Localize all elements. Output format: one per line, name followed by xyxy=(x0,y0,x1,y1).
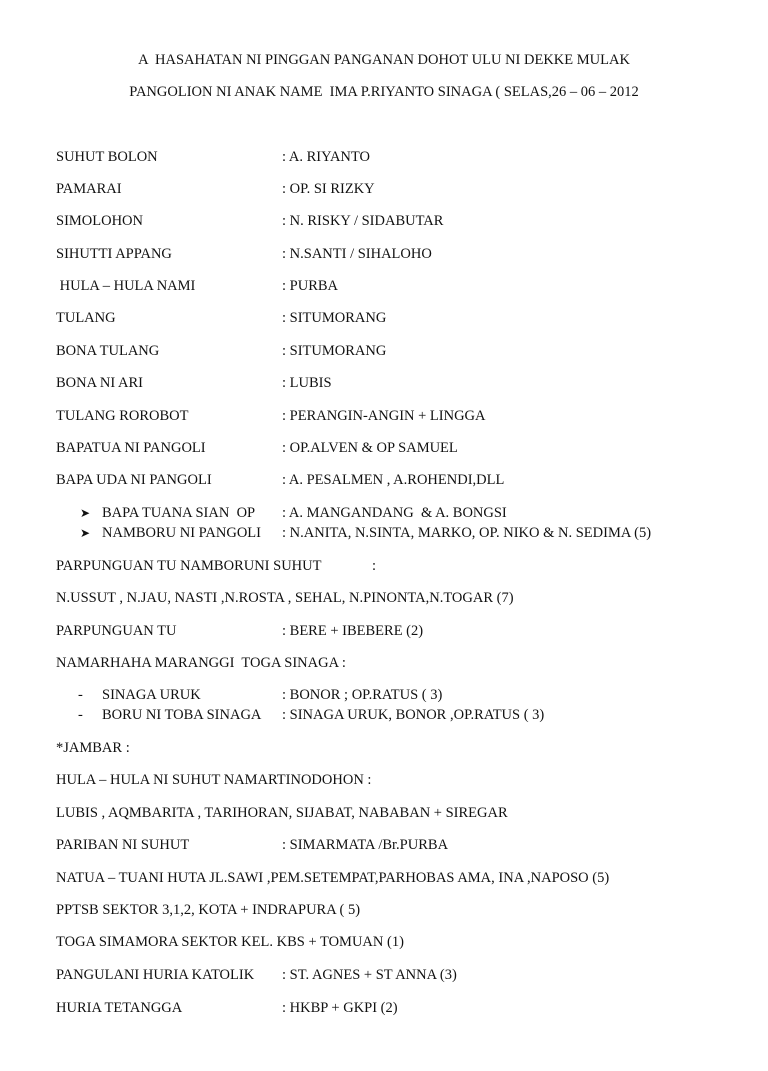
row-label: PARIBAN NI SUHUT xyxy=(56,837,190,853)
row-label: SUHUT BOLON xyxy=(56,149,158,165)
row-value: : ST. AGNES + ST ANNA (3) xyxy=(282,967,457,983)
natua-tuani-line xyxy=(56,869,756,887)
row-label: PAMARAI xyxy=(56,181,122,197)
row-value: : LUBIS xyxy=(282,375,332,391)
row-sihutti-appang xyxy=(56,245,756,263)
dash-value: : SINAGA URUK, BONOR ,OP.RATUS ( 3) xyxy=(282,707,545,723)
row-simolohon xyxy=(56,212,756,230)
row-tulang xyxy=(56,309,756,327)
dash-item-sinaga-uruk xyxy=(56,686,756,704)
row-label: SIMOLOHON xyxy=(56,213,143,229)
bullet-namboru-ni-pangoli xyxy=(56,524,756,542)
jambar-heading xyxy=(56,739,756,757)
row-pariban-ni-suhut xyxy=(56,836,756,854)
row-value: : SITUMORANG xyxy=(282,310,387,326)
hula-hula-names xyxy=(56,804,756,822)
parpunguan-label: PARPUNGUAN TU NAMBORUNI SUHUT xyxy=(56,558,322,574)
bullet-value: : N.ANITA, N.SINTA, MARKO, OP. NIKO & N. SEDIMA (5) xyxy=(282,525,652,541)
arrow-bullet-icon: ➤ xyxy=(80,526,91,540)
parpunguan-names xyxy=(56,589,756,607)
namarhaha-heading-text: NAMARHAHA MARANGGI TOGA SINAGA : xyxy=(56,655,346,671)
bullet-bapa-tuana xyxy=(56,504,756,522)
row-label: PARPUNGUAN TU xyxy=(56,623,177,639)
row-value: : PURBA xyxy=(282,278,339,294)
row-value: : A. RIYANTO xyxy=(282,149,370,165)
row-value: : HKBP + GKPI (2) xyxy=(282,1000,398,1016)
row-bona-tulang xyxy=(56,342,756,360)
arrow-bullet-icon: ➤ xyxy=(80,506,91,520)
row-label: TULANG xyxy=(56,310,116,326)
dash-item-boru-ni-toba xyxy=(56,706,756,724)
parpunguan-colon: : xyxy=(372,558,377,574)
row-label: SIHUTTI APPANG xyxy=(56,246,172,262)
dash-bullet: - xyxy=(78,707,83,723)
row-value: : OP. SI RIZKY xyxy=(282,181,375,197)
bullet-label: BAPA TUANA SIAN OP xyxy=(102,505,256,521)
row-value: : A. PESALMEN , A.ROHENDI,DLL xyxy=(282,472,505,488)
document-title: A HASAHATAN NI PINGGAN PANGANAN DOHOT ULU NI DEKKE MULAK xyxy=(138,52,630,68)
row-value: : SIMARMATA /Br.PURBA xyxy=(282,837,449,853)
row-label: BONA NI ARI xyxy=(56,375,144,391)
dash-value: : BONOR ; OP.RATUS ( 3) xyxy=(282,687,443,703)
row-pamarai xyxy=(56,180,756,198)
row-value: : BERE + IBEBERE (2) xyxy=(282,623,424,639)
row-bona-ni-ari xyxy=(56,374,756,392)
row-label: BAPA UDA NI PANGOLI xyxy=(56,472,212,488)
row-label: HURIA TETANGGA xyxy=(56,1000,183,1016)
row-parpunguan-tu xyxy=(56,622,756,640)
row-bapatua-ni-pangoli xyxy=(56,439,756,457)
pptsb-line xyxy=(56,901,756,919)
natua-tuani-text: NATUA – TUANI HUTA JL.SAWI ,PEM.SETEMPAT,PARHOBAS AMA, INA ,NAPOSO (5) xyxy=(56,870,610,886)
row-value: : OP.ALVEN & OP SAMUEL xyxy=(282,440,458,456)
document-subtitle: PANGOLION NI ANAK NAME IMA P.RIYANTO SINAGA ( SELAS,26 – 06 – 2012 xyxy=(129,84,639,100)
jambar-heading-text: *JAMBAR : xyxy=(56,740,130,756)
row-bapa-uda-ni-pangoli xyxy=(56,471,756,489)
row-pangulani-huria xyxy=(56,966,756,984)
row-tulang-rorobot xyxy=(56,407,756,425)
row-hula-hula-nami xyxy=(56,277,756,295)
row-label: HULA – HULA NAMI xyxy=(56,278,196,294)
dash-bullet: - xyxy=(78,687,83,703)
row-huria-tetangga xyxy=(56,999,756,1017)
row-value: : N. RISKY / SIDABUTAR xyxy=(282,213,444,229)
hula-hula-heading-text: HULA – HULA NI SUHUT NAMARTINODOHON : xyxy=(56,772,372,788)
dash-label: SINAGA URUK xyxy=(102,687,201,703)
pptsb-text: PPTSB SEKTOR 3,1,2, KOTA + INDRAPURA ( 5) xyxy=(56,902,361,918)
row-value: : SITUMORANG xyxy=(282,343,387,359)
row-value: : N.SANTI / SIHALOHO xyxy=(282,246,432,262)
bullet-label: NAMBORU NI PANGOLI xyxy=(102,525,261,541)
row-label: BAPATUA NI PANGOLI xyxy=(56,440,206,456)
row-label: BONA TULANG xyxy=(56,343,160,359)
dash-label: BORU NI TOBA SINAGA xyxy=(102,707,262,723)
toga-simamora-text: TOGA SIMAMORA SEKTOR KEL. KBS + TOMUAN (1) xyxy=(56,934,404,950)
namarhaha-heading xyxy=(56,654,756,672)
row-value: : PERANGIN-ANGIN + LINGGA xyxy=(282,408,486,424)
row-label: PANGULANI HURIA KATOLIK xyxy=(56,967,255,983)
row-label: TULANG ROROBOT xyxy=(56,408,189,424)
toga-simamora-line xyxy=(56,933,756,951)
row-suhut-bolon xyxy=(56,148,756,166)
hula-hula-names-text: LUBIS , AQMBARITA , TARIHORAN, SIJABAT, NABABAN + SIREGAR xyxy=(56,805,508,821)
hula-hula-heading xyxy=(56,771,756,789)
bullet-value: : A. MANGANDANG & A. BONGSI xyxy=(282,505,507,521)
parpunguan-names-text: N.USSUT , N.JAU, NASTI ,N.ROSTA , SEHAL, N.PINONTA,N.TOGAR (7) xyxy=(56,590,514,606)
parpunguan-namboru-heading xyxy=(56,557,756,575)
